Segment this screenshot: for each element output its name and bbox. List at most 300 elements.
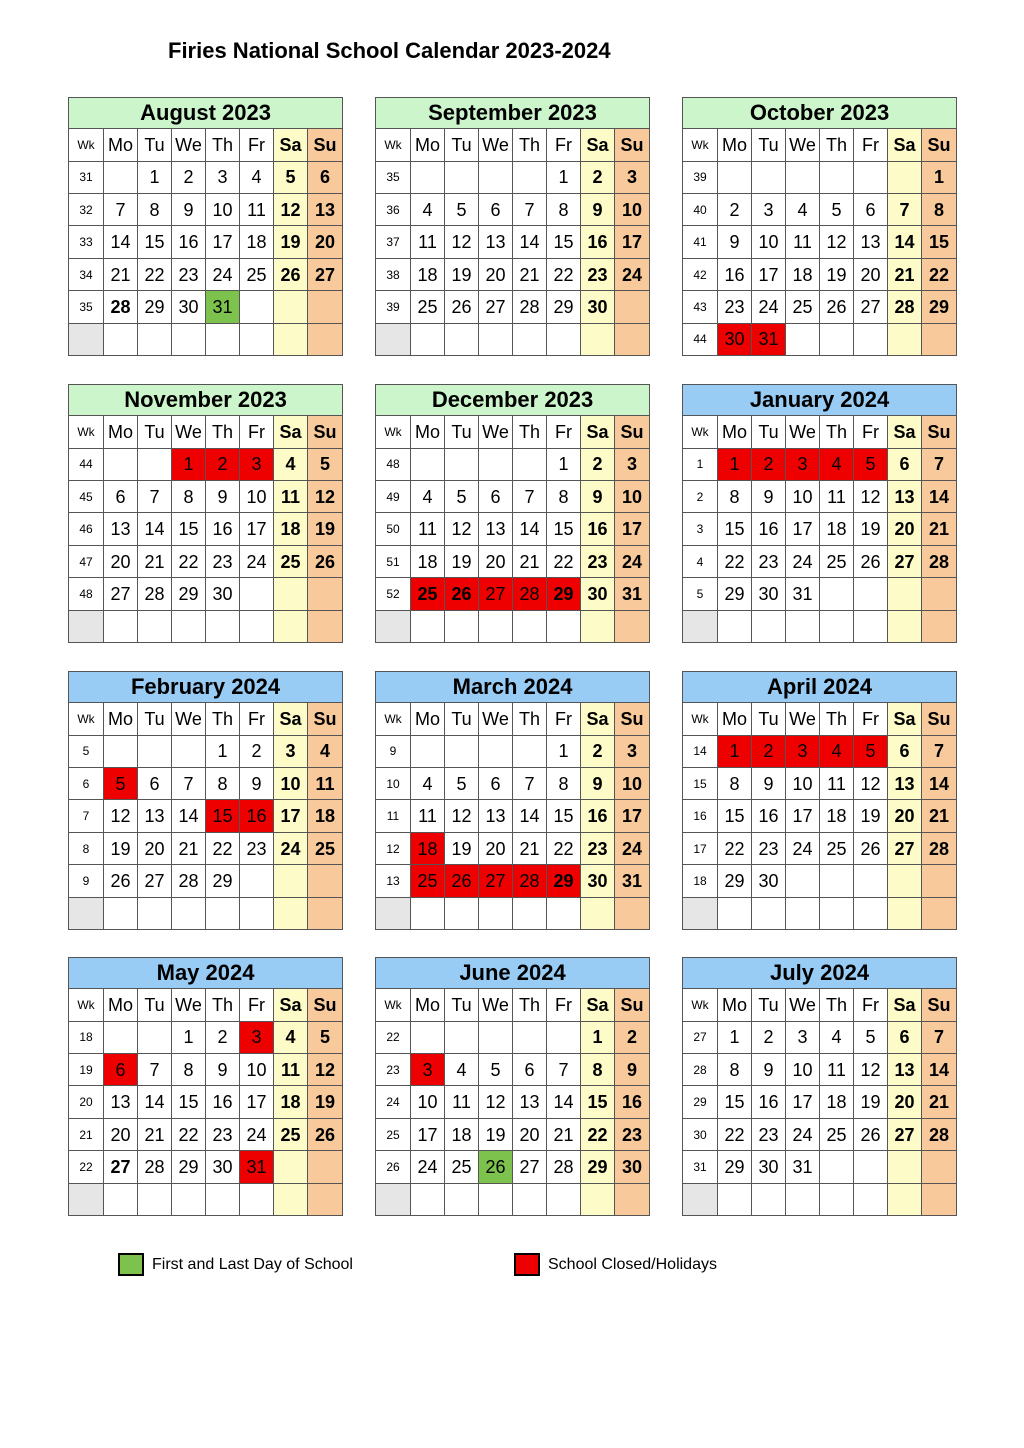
month-calendar (68, 957, 343, 1216)
day-cell: 4 (820, 1021, 854, 1053)
day-cell: 7 (922, 1021, 957, 1053)
week-number: 47 (69, 545, 104, 577)
day-cell: 21 (138, 1118, 172, 1150)
day-cell: 5 (854, 1021, 888, 1053)
empty-cell (308, 291, 343, 323)
day-cell: 13 (888, 1054, 922, 1086)
week-number: 34 (69, 258, 104, 290)
day-cell: 2 (752, 1021, 786, 1053)
day-cell: 16 (172, 226, 206, 258)
day-header: Su (922, 989, 957, 1021)
day-cell: 21 (922, 1086, 957, 1118)
day-cell: 21 (513, 545, 547, 577)
day-cell: 10 (615, 194, 650, 226)
week-number (69, 1183, 104, 1215)
week-number: 13 (376, 865, 411, 897)
week-number (69, 610, 104, 642)
day-cell-closed: 3 (786, 735, 820, 767)
day-cell: 30 (752, 578, 786, 610)
empty-cell (615, 323, 650, 355)
empty-cell (479, 161, 513, 193)
day-cell: 20 (308, 226, 343, 258)
day-cell: 29 (581, 1151, 615, 1183)
day-cell: 25 (820, 1118, 854, 1150)
week-number: 24 (376, 1086, 411, 1118)
day-cell: 29 (922, 291, 957, 323)
day-cell: 18 (445, 1118, 479, 1150)
empty-cell (581, 323, 615, 355)
empty-cell (138, 897, 172, 929)
day-cell: 31 (615, 865, 650, 897)
day-header: Wk (683, 129, 718, 161)
day-header: Tu (138, 416, 172, 448)
empty-cell (615, 291, 650, 323)
empty-cell (274, 865, 308, 897)
day-cell: 10 (752, 226, 786, 258)
day-cell: 2 (718, 194, 752, 226)
month-title: December 2023 (376, 385, 650, 416)
week-number: 33 (69, 226, 104, 258)
empty-cell (445, 735, 479, 767)
day-cell: 7 (513, 768, 547, 800)
day-cell: 26 (854, 545, 888, 577)
day-cell: 23 (240, 832, 274, 864)
day-header: Tu (445, 989, 479, 1021)
day-cell: 3 (274, 735, 308, 767)
day-cell: 12 (854, 1054, 888, 1086)
day-cell: 10 (615, 768, 650, 800)
empty-cell (240, 897, 274, 929)
week-number: 15 (683, 768, 718, 800)
page-title: Firies National School Calendar 2023-2024 (168, 38, 611, 63)
day-header: Fr (854, 129, 888, 161)
empty-cell (445, 161, 479, 193)
empty-cell (888, 865, 922, 897)
day-cell: 22 (581, 1118, 615, 1150)
week-number: 1 (683, 448, 718, 480)
day-cell: 25 (820, 832, 854, 864)
day-cell: 14 (922, 1054, 957, 1086)
day-cell: 17 (206, 226, 240, 258)
day-cell: 29 (172, 578, 206, 610)
month-title: July 2024 (683, 958, 957, 989)
day-cell: 15 (547, 513, 581, 545)
day-header: Su (615, 416, 650, 448)
week-number: 39 (683, 161, 718, 193)
day-cell: 14 (138, 1086, 172, 1118)
day-cell: 28 (138, 578, 172, 610)
day-cell: 6 (888, 735, 922, 767)
day-cell: 17 (786, 800, 820, 832)
empty-cell (888, 610, 922, 642)
week-number: 48 (376, 448, 411, 480)
day-cell: 23 (752, 545, 786, 577)
day-cell: 23 (206, 1118, 240, 1150)
day-cell: 26 (308, 1118, 343, 1150)
day-cell: 8 (718, 1054, 752, 1086)
day-cell: 6 (479, 194, 513, 226)
empty-cell (308, 1183, 343, 1215)
day-cell: 1 (581, 1021, 615, 1053)
day-header: Wk (69, 416, 104, 448)
day-cell: 27 (104, 578, 138, 610)
day-cell: 29 (718, 865, 752, 897)
day-cell: 26 (445, 291, 479, 323)
week-number: 5 (683, 578, 718, 610)
day-cell: 5 (445, 194, 479, 226)
week-number: 44 (683, 323, 718, 355)
day-cell: 13 (479, 800, 513, 832)
day-cell: 2 (240, 735, 274, 767)
day-cell: 15 (718, 1086, 752, 1118)
week-number (376, 610, 411, 642)
day-cell: 22 (547, 832, 581, 864)
day-header: Mo (104, 989, 138, 1021)
day-header: Mo (718, 989, 752, 1021)
day-cell: 6 (513, 1054, 547, 1086)
month-title: April 2024 (683, 672, 957, 703)
empty-cell (752, 897, 786, 929)
week-number: 4 (683, 545, 718, 577)
week-number (376, 1183, 411, 1215)
day-header: Mo (104, 416, 138, 448)
day-cell: 28 (172, 865, 206, 897)
empty-cell (104, 448, 138, 480)
day-cell: 5 (445, 768, 479, 800)
day-cell: 12 (445, 513, 479, 545)
day-cell: 13 (104, 1086, 138, 1118)
day-header: Th (206, 703, 240, 735)
day-cell: 29 (206, 865, 240, 897)
day-header: Fr (240, 416, 274, 448)
day-cell: 28 (922, 545, 957, 577)
day-cell-closed: 1 (718, 448, 752, 480)
day-cell: 13 (513, 1086, 547, 1118)
day-header: Th (513, 416, 547, 448)
day-cell: 30 (615, 1151, 650, 1183)
day-cell: 23 (581, 545, 615, 577)
day-header: Wk (69, 129, 104, 161)
empty-cell (854, 610, 888, 642)
empty-cell (138, 448, 172, 480)
day-cell: 1 (206, 735, 240, 767)
day-cell: 12 (479, 1086, 513, 1118)
day-cell: 6 (138, 768, 172, 800)
empty-cell (820, 578, 854, 610)
empty-cell (581, 610, 615, 642)
empty-cell (206, 1183, 240, 1215)
empty-cell (274, 578, 308, 610)
week-number: 30 (683, 1118, 718, 1150)
day-header: Fr (547, 416, 581, 448)
empty-cell (820, 865, 854, 897)
day-cell-closed: 25 (411, 865, 445, 897)
day-cell: 14 (104, 226, 138, 258)
day-header: We (479, 989, 513, 1021)
week-number: 17 (683, 832, 718, 864)
day-cell-closed: 1 (172, 448, 206, 480)
day-cell: 19 (445, 258, 479, 290)
month-calendar (375, 97, 650, 356)
day-cell: 13 (138, 800, 172, 832)
day-cell: 8 (547, 768, 581, 800)
week-number: 36 (376, 194, 411, 226)
empty-cell (308, 578, 343, 610)
day-header: We (172, 989, 206, 1021)
day-cell-closed: 18 (411, 832, 445, 864)
empty-cell (308, 897, 343, 929)
day-cell: 18 (308, 800, 343, 832)
day-header: Su (922, 416, 957, 448)
day-cell: 9 (206, 481, 240, 513)
day-header: Fr (854, 989, 888, 1021)
day-cell: 16 (718, 258, 752, 290)
day-cell: 15 (172, 513, 206, 545)
day-header: We (479, 416, 513, 448)
empty-cell (615, 1183, 650, 1215)
day-cell: 30 (206, 578, 240, 610)
day-header: Tu (752, 129, 786, 161)
day-cell: 15 (138, 226, 172, 258)
day-cell: 4 (411, 768, 445, 800)
empty-cell (547, 897, 581, 929)
day-cell: 23 (206, 545, 240, 577)
day-cell: 18 (411, 258, 445, 290)
empty-cell (240, 578, 274, 610)
day-cell: 7 (104, 194, 138, 226)
day-cell: 17 (274, 800, 308, 832)
week-number: 3 (683, 513, 718, 545)
day-cell: 23 (615, 1118, 650, 1150)
day-cell: 14 (922, 768, 957, 800)
day-cell-closed: 28 (513, 865, 547, 897)
day-cell: 22 (718, 832, 752, 864)
week-number: 7 (69, 800, 104, 832)
day-header: Th (513, 129, 547, 161)
empty-cell (411, 1183, 445, 1215)
empty-cell (820, 610, 854, 642)
empty-cell (888, 161, 922, 193)
day-cell: 24 (240, 545, 274, 577)
week-number: 12 (376, 832, 411, 864)
empty-cell (547, 1183, 581, 1215)
day-header: Sa (581, 416, 615, 448)
day-cell: 22 (718, 545, 752, 577)
day-cell: 29 (172, 1151, 206, 1183)
month-title: September 2023 (376, 98, 650, 129)
week-number (683, 897, 718, 929)
day-cell: 6 (854, 194, 888, 226)
day-header: Mo (411, 416, 445, 448)
day-cell: 9 (581, 768, 615, 800)
day-cell-closed: 30 (718, 323, 752, 355)
day-header: Th (820, 416, 854, 448)
day-cell: 23 (752, 1118, 786, 1150)
day-cell: 27 (888, 1118, 922, 1150)
day-cell: 17 (752, 258, 786, 290)
day-cell: 28 (922, 1118, 957, 1150)
day-cell: 11 (274, 481, 308, 513)
day-cell: 12 (308, 481, 343, 513)
week-number: 28 (683, 1054, 718, 1086)
day-header: Fr (240, 703, 274, 735)
day-cell: 30 (581, 578, 615, 610)
empty-cell (718, 161, 752, 193)
week-number (376, 897, 411, 929)
day-header: Sa (888, 416, 922, 448)
day-header: Tu (138, 129, 172, 161)
day-cell: 16 (581, 226, 615, 258)
empty-cell (786, 1183, 820, 1215)
day-cell: 12 (854, 481, 888, 513)
day-cell: 3 (206, 161, 240, 193)
day-cell: 31 (786, 1151, 820, 1183)
day-cell: 24 (240, 1118, 274, 1150)
day-cell: 17 (240, 513, 274, 545)
day-cell: 27 (308, 258, 343, 290)
month-calendar (375, 671, 650, 930)
day-cell: 12 (820, 226, 854, 258)
empty-cell (786, 897, 820, 929)
day-header: Th (820, 703, 854, 735)
day-cell: 30 (581, 865, 615, 897)
day-header: Tu (445, 416, 479, 448)
week-number (683, 610, 718, 642)
day-cell: 24 (411, 1151, 445, 1183)
day-cell-closed: 5 (854, 448, 888, 480)
day-header: Th (206, 989, 240, 1021)
day-cell: 14 (513, 513, 547, 545)
month-title: October 2023 (683, 98, 957, 129)
day-cell: 5 (479, 1054, 513, 1086)
empty-cell (411, 897, 445, 929)
day-cell: 16 (752, 513, 786, 545)
empty-cell (479, 1021, 513, 1053)
day-cell-closed: 26 (445, 578, 479, 610)
week-number: 19 (69, 1054, 104, 1086)
empty-cell (308, 1151, 343, 1183)
day-cell-first-last: 26 (479, 1151, 513, 1183)
week-number: 16 (683, 800, 718, 832)
day-cell: 21 (922, 513, 957, 545)
empty-cell (854, 1183, 888, 1215)
day-cell: 26 (820, 291, 854, 323)
empty-cell (104, 735, 138, 767)
month-calendar (68, 671, 343, 930)
month-title: May 2024 (69, 958, 343, 989)
empty-cell (820, 323, 854, 355)
week-number: 40 (683, 194, 718, 226)
day-header: Wk (69, 989, 104, 1021)
empty-cell (922, 610, 957, 642)
empty-cell (445, 897, 479, 929)
day-cell: 22 (172, 1118, 206, 1150)
empty-cell (445, 448, 479, 480)
day-header: We (786, 416, 820, 448)
empty-cell (274, 291, 308, 323)
day-cell: 16 (206, 513, 240, 545)
day-cell: 27 (888, 832, 922, 864)
day-cell: 15 (172, 1086, 206, 1118)
week-number (69, 323, 104, 355)
day-cell: 15 (718, 800, 752, 832)
day-cell: 23 (581, 832, 615, 864)
week-number: 31 (69, 161, 104, 193)
day-cell: 13 (888, 768, 922, 800)
day-cell: 14 (547, 1086, 581, 1118)
week-number: 51 (376, 545, 411, 577)
day-cell: 17 (615, 226, 650, 258)
day-cell: 2 (581, 735, 615, 767)
day-cell: 17 (615, 513, 650, 545)
day-cell: 9 (718, 226, 752, 258)
day-cell: 19 (308, 513, 343, 545)
day-header: Sa (581, 129, 615, 161)
day-cell: 18 (274, 1086, 308, 1118)
day-cell: 7 (513, 481, 547, 513)
empty-cell (445, 1183, 479, 1215)
day-cell: 3 (615, 448, 650, 480)
day-cell: 1 (547, 735, 581, 767)
day-cell: 28 (888, 291, 922, 323)
day-cell: 25 (274, 1118, 308, 1150)
day-cell: 23 (752, 832, 786, 864)
empty-cell (308, 865, 343, 897)
empty-cell (274, 323, 308, 355)
day-cell: 21 (172, 832, 206, 864)
empty-cell (718, 1183, 752, 1215)
week-number: 22 (69, 1151, 104, 1183)
day-cell: 21 (138, 545, 172, 577)
day-cell: 11 (411, 226, 445, 258)
empty-cell (888, 1183, 922, 1215)
legend-closed-label: School Closed/Holidays (548, 1255, 717, 1273)
day-cell: 19 (854, 1086, 888, 1118)
week-number: 35 (69, 291, 104, 323)
empty-cell (854, 1151, 888, 1183)
empty-cell (479, 448, 513, 480)
day-cell: 24 (786, 832, 820, 864)
day-cell: 25 (820, 545, 854, 577)
day-cell: 8 (718, 481, 752, 513)
day-cell: 20 (888, 1086, 922, 1118)
day-cell: 15 (581, 1086, 615, 1118)
day-header: We (786, 989, 820, 1021)
day-cell: 10 (615, 481, 650, 513)
day-cell: 8 (547, 481, 581, 513)
empty-cell (922, 323, 957, 355)
empty-cell (513, 1021, 547, 1053)
empty-cell (172, 610, 206, 642)
day-header: Mo (411, 989, 445, 1021)
day-cell: 15 (547, 226, 581, 258)
day-cell: 18 (820, 513, 854, 545)
empty-cell (274, 1183, 308, 1215)
day-cell: 26 (854, 832, 888, 864)
empty-cell (786, 323, 820, 355)
day-cell: 16 (752, 800, 786, 832)
day-cell: 3 (615, 735, 650, 767)
day-cell: 7 (888, 194, 922, 226)
day-cell: 1 (172, 1021, 206, 1053)
empty-cell (479, 610, 513, 642)
day-cell-closed: 16 (240, 800, 274, 832)
empty-cell (172, 735, 206, 767)
day-header: Mo (411, 703, 445, 735)
day-cell: 17 (786, 513, 820, 545)
day-cell: 9 (615, 1054, 650, 1086)
day-cell: 7 (172, 768, 206, 800)
